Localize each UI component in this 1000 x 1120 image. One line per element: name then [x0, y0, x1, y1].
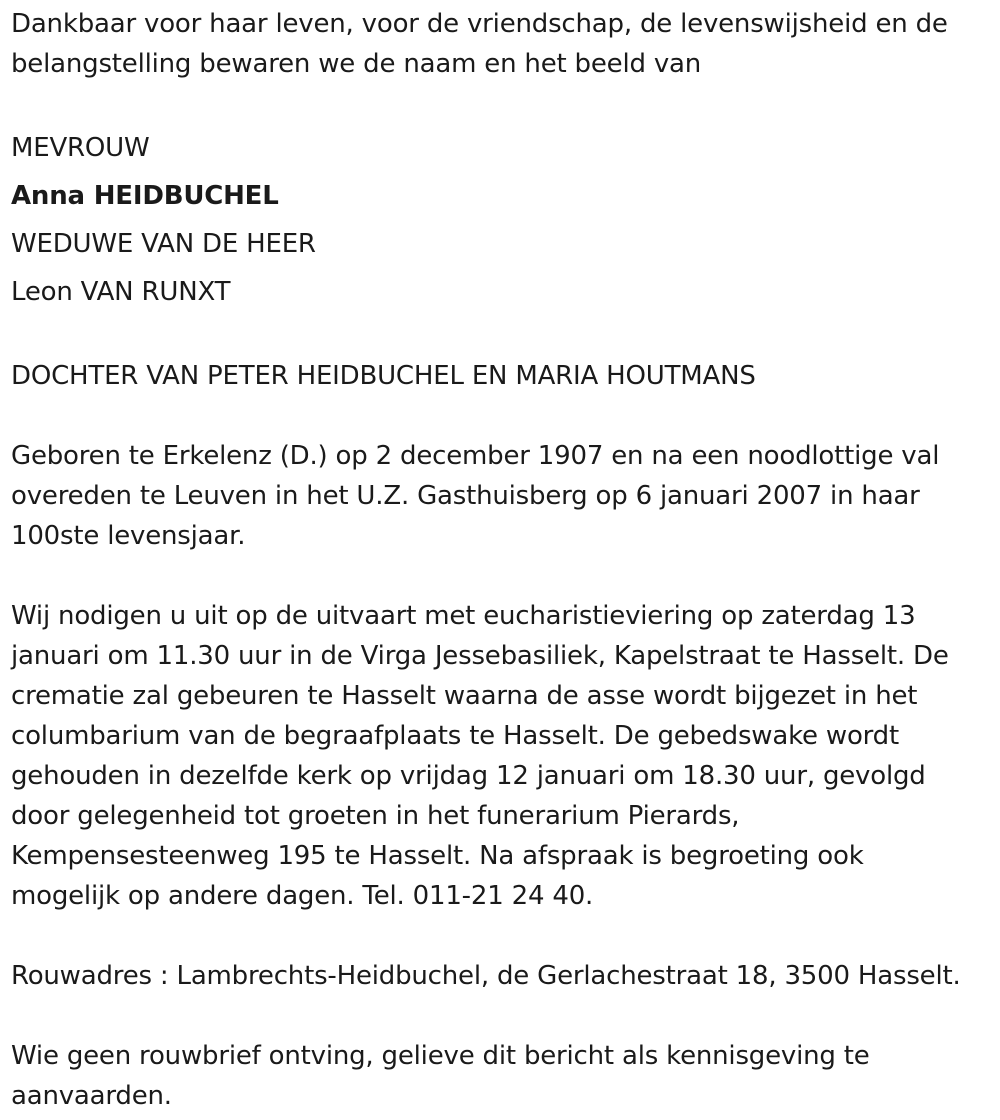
spouse-name: Leon VAN RUNXT: [11, 277, 231, 307]
intro-line-1: Dankbaar voor haar leven, voor de vriendschap, de levenswijsheid en de: [11, 9, 948, 39]
funeral-line-5: gehouden in dezelfde kerk op vrijdag 12 januari om 18.30 uur, gevolgd: [11, 761, 926, 791]
closing-paragraph: [11, 1036, 993, 1116]
closing-line-2: aanvaarden.: [11, 1081, 172, 1111]
spacer: [11, 316, 993, 356]
birth-death-line-2: overeden te Leuven in het U.Z. Gasthuisberg op 6 januari 2007 in haar: [11, 481, 920, 511]
funeral-paragraph: [11, 596, 993, 916]
funeral-line-3: crematie zal gebeuren te Hasselt waarna de asse wordt bijgezet in het: [11, 681, 918, 711]
spacer: [11, 996, 993, 1036]
birth-death-paragraph: [11, 436, 993, 556]
funeral-line-7: Kempensesteenweg 195 te Hasselt. Na afspraak is begroeting ook: [11, 841, 864, 871]
spacer: [11, 396, 993, 436]
intro-line-2: belangstelling bewaren we de naam en het beeld van: [11, 49, 702, 79]
spacer: [11, 556, 993, 596]
funeral-line-2: januari om 11.30 uur in de Virga Jessebasiliek, Kapelstraat te Hasselt. De: [11, 641, 949, 671]
birth-death-line-3: 100ste levensjaar.: [11, 521, 246, 551]
widow-of-label: WEDUWE VAN DE HEER: [11, 229, 316, 259]
spacer: [11, 84, 993, 124]
obituary-notice: [11, 4, 993, 1116]
intro-paragraph: [11, 4, 993, 84]
funeral-line-6: door gelegenheid tot groeten in het funerarium Pierards,: [11, 801, 740, 831]
parents-line: [11, 356, 993, 396]
mourning-address-line: [11, 956, 993, 996]
parents-text: DOCHTER VAN PETER HEIDBUCHEL EN MARIA HOUTMANS: [11, 361, 756, 391]
birth-death-line-1: Geboren te Erkelenz (D.) op 2 december 1907 en na een noodlottige val: [11, 441, 940, 471]
funeral-line-8: mogelijk op andere dagen. Tel. 011-21 24 40.: [11, 881, 594, 911]
honorific: MEVROUW: [11, 133, 150, 163]
mourning-address-text: Rouwadres : Lambrechts-Heidbuchel, de Gerlachestraat 18, 3500 Hasselt.: [11, 961, 961, 991]
closing-line-1: Wie geen rouwbrief ontving, gelieve dit bericht als kennisgeving te: [11, 1041, 870, 1071]
spacer: [11, 916, 993, 956]
deceased-title-block: [11, 124, 993, 316]
funeral-line-4: columbarium van de begraafplaats te Hasselt. De gebedswake wordt: [11, 721, 899, 751]
funeral-line-1: Wij nodigen u uit op de uitvaart met eucharistieviering op zaterdag 13: [11, 601, 916, 631]
deceased-name: Anna HEIDBUCHEL: [11, 181, 279, 211]
